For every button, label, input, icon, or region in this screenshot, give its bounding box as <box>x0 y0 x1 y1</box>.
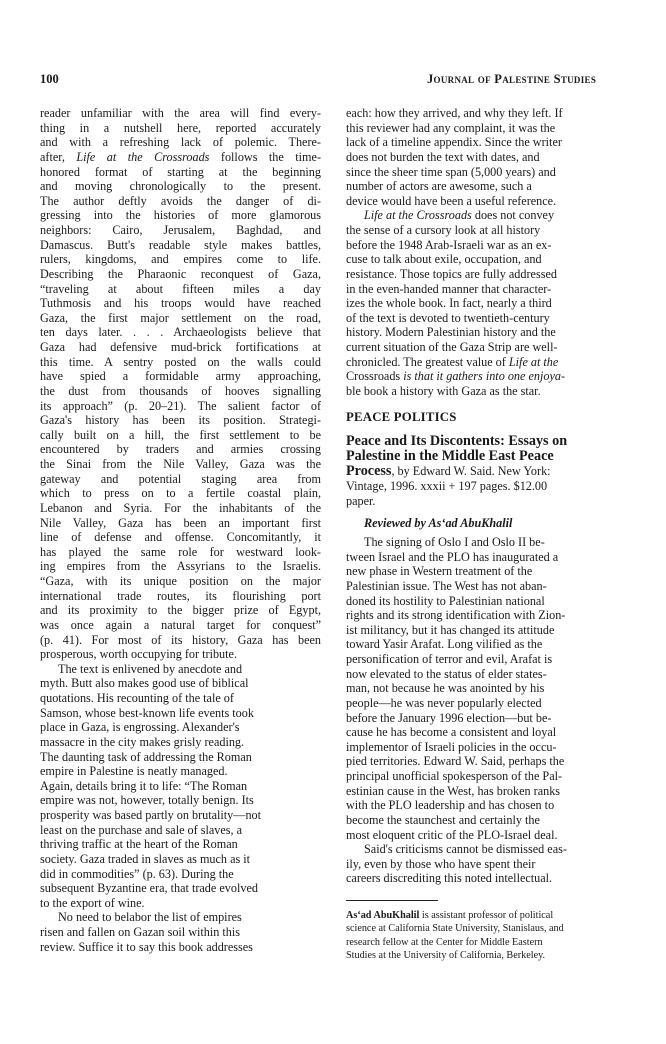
text-line: tween Israel and the PLO has inaugurated a <box>346 549 559 564</box>
paragraph <box>40 106 321 662</box>
running-head: Journal of Palestine Studies <box>427 72 597 86</box>
text-line: since the sheer time span (5,000 years) and <box>346 164 556 179</box>
text-line: “traveling at about fifteen miles a day <box>40 281 321 296</box>
footnote-text: Studies at the University of California, Berkeley. <box>346 950 546 962</box>
text-line: The text is enlivened by anecdote and <box>58 661 243 676</box>
text-line: of the text is devoted to twentieth-century <box>346 310 550 325</box>
text-line: people—he was never popularly elected <box>346 695 542 710</box>
text-line: cause he has become a consistent and loyal <box>346 725 557 740</box>
text-line: ily, even by those who have spent their <box>346 856 536 871</box>
text-line: empire was not, however, totally benign. Its <box>40 793 254 808</box>
footnote-text: research fellow at the Center for Middle Eastern <box>346 936 543 948</box>
text-line: does not burden the text with dates, and <box>346 149 540 164</box>
text-line: Crossroads is that it gathers into one enjoya- <box>346 369 566 384</box>
text-line: myth. Butt also makes good use of biblical <box>40 676 249 691</box>
text-line: device would have been a useful reference. <box>346 193 557 208</box>
book-citation-text: , by Edward W. Said. New York: <box>391 464 551 479</box>
text-line: doned its hostility to Palestinian national <box>346 593 545 608</box>
reviewer-byline: Reviewed by As‘ad AbuKhalil <box>364 516 513 531</box>
text-line: man, not because he was anointed by his <box>346 681 545 696</box>
text-line: cally built on a hill, the first settlement to be <box>40 427 321 442</box>
text-line: have spied a formidable army approaching, <box>40 369 321 384</box>
text-line: personification of terror and evil, Arafat is <box>346 652 553 666</box>
text-line: No need to belabor the list of empires <box>58 910 242 925</box>
text-line: lack of a timeline appendix. Since the writer <box>346 135 562 150</box>
text-line: thing in a nutshell here, reported accurately <box>40 120 321 135</box>
footnote-text: science at California State University, Stanislaus, and <box>346 923 564 935</box>
text-line: gateway and potential staging area from <box>40 471 321 486</box>
text-line: ble book a history with Gaza as the star. <box>346 383 541 398</box>
text-line: this time. A sentry posted on the walls could <box>40 354 321 369</box>
text-line: toward Yasir Arafat. Long vilified as the <box>346 637 543 652</box>
text-line: most eloquent critic of the PLO-Israel deal. <box>346 827 558 842</box>
paragraph <box>346 842 608 886</box>
section-heading: PEACE POLITICS <box>346 409 457 424</box>
text-line: Samson, whose best-known life events took <box>40 705 254 720</box>
page-number: 100 <box>40 72 59 86</box>
text-line: international trade routes, its flourishing port <box>40 588 321 603</box>
book-citation-text: Vintage, 1996. xxxii + 197 pages. $12.00 <box>346 479 548 494</box>
text-line: principal unofficial spokesperson of the Pal- <box>346 769 563 783</box>
text-line: (p. 41). For most of its history, Gaza has been <box>40 632 321 647</box>
text-line: honored format of starting at the beginning <box>40 164 321 179</box>
text-line: line of defense and offense. Concomitantly, it <box>40 530 321 545</box>
text-line: reader unfamiliar with the area will find every- <box>40 106 321 120</box>
text-line: and with a refreshing lack of polemic. There- <box>40 135 321 150</box>
text-line: izes the whole book. In fact, nearly a third <box>346 296 552 311</box>
text-line: the dust from thousands of hooves signalling <box>40 383 321 398</box>
text-line: history. Modern Palestinian history and the <box>346 325 556 340</box>
text-line: implementor of Israeli policies in the occu- <box>346 739 557 754</box>
text-line: society. Gaza traded in slaves as much as it <box>40 851 251 866</box>
right-column <box>346 106 608 963</box>
text-line: empire in Palestine is neatly managed. <box>40 764 228 779</box>
text-line: The author deftly avoids the danger of di- <box>40 193 321 208</box>
text-line: before the January 1996 election—but be- <box>346 710 552 725</box>
text-line: did in commodities” (p. 63). During the <box>40 866 234 881</box>
text-line: thriving traffic at the heart of the Roman <box>40 837 238 852</box>
text-line: rulers, kingdoms, and empires come to life. <box>40 252 321 267</box>
text-line: Said's criticisms cannot be dismissed eas- <box>364 842 567 857</box>
text-line: resistance. Those topics are fully addressed <box>346 266 557 281</box>
text-line: has played the same role for westward look- <box>40 544 321 559</box>
footnote-rule <box>346 900 438 901</box>
text-line: ist militancy, but it has changed its attitude <box>346 622 555 637</box>
text-line: prosperous, worth occupying for tribute. <box>40 647 237 662</box>
text-line: Gaza's history has been its position. Strategi- <box>40 413 321 428</box>
text-line: gressing into the histories of more glamorous <box>40 208 321 223</box>
text-line: Again, details bring it to life: “The Roman <box>40 778 248 793</box>
text-line: now elevated to the status of elder states- <box>346 666 547 681</box>
text-line: become the staunchest and certainly the <box>346 812 540 827</box>
text-line: pied territories. Edward W. Said, perhaps the <box>346 754 565 769</box>
footnote-text: is assistant professor of political <box>419 910 554 921</box>
text-line: new phase in Western treatment of the <box>346 564 533 579</box>
text-line: least on the purchase and sale of slaves, a <box>40 822 243 837</box>
text-line: after, Life at the Crossroads follows the time- <box>40 149 321 164</box>
text-line: Nile Valley, Gaza has been an important first <box>40 515 321 530</box>
text-line: Life at the Crossroads does not convey <box>364 208 555 223</box>
text-line: rights and its strong identification with Zion- <box>346 608 566 623</box>
book-citation-text: paper. <box>346 493 376 508</box>
text-line: which to press on to a fertile coastal plain, <box>40 486 321 501</box>
text-line: Tuthmosis and his troops would have reached <box>40 296 321 311</box>
footnote-author: As‘ad AbuKhalil <box>346 910 420 921</box>
text-line: Describing the Pharaonic reconquest of Gaza, <box>40 266 321 281</box>
footnote <box>346 909 608 963</box>
text-line: chronicled. The greatest value of Life at the <box>346 354 559 369</box>
paragraph <box>346 208 608 398</box>
text-line: with the PLO leadership and has chosen to <box>346 798 555 813</box>
text-line: number of actors are awesome, such a <box>346 179 532 194</box>
text-line: this reviewer had any complaint, it was the <box>346 120 556 135</box>
text-line: Gaza, the first major settlement on the road, <box>40 310 321 325</box>
text-line: Damascus. Butt's readable style makes battles, <box>40 237 321 252</box>
text-line: “Gaza, with its unique position on the major <box>40 574 321 588</box>
text-line: estinian cause in the West, has broken ranks <box>346 783 561 798</box>
text-line: before the 1948 Arab-Israeli war as an ex- <box>346 237 552 252</box>
text-line: in the even-handed manner that character- <box>346 281 552 296</box>
book-title-line: Peace and Its Discontents: Essays on <box>346 433 568 450</box>
text-line: ing empires from the Assyrians to the Israelis. <box>40 559 321 574</box>
text-line: neighbors: Cairo, Jerusalem, Baghdad, and <box>40 223 321 237</box>
paragraph <box>346 106 608 208</box>
text-line: review. Suffice it to say this book addresses <box>40 939 253 954</box>
text-line: The daunting task of addressing the Roman <box>40 749 252 764</box>
text-line: was once again a natural target for conquest” <box>40 617 321 632</box>
text-line: risen and fallen on Gazan soil within this <box>40 925 241 939</box>
paragraph <box>40 662 321 911</box>
text-line: prosperity was based partly on brutality—not <box>40 808 262 822</box>
text-line: the Sinai from the Nile Valley, Gaza was the <box>40 457 321 471</box>
text-line: Lebanon and Syria. For the inhabitants of the <box>40 500 321 515</box>
text-line: The signing of Oslo I and Oslo II be- <box>364 535 545 549</box>
text-line: Gaza had defensive mud-brick fortifications at <box>40 340 321 354</box>
text-line: careers discrediting this noted intellectual. <box>346 871 553 886</box>
text-line: its approach” (p. 20–21). The salient factor of <box>40 398 321 413</box>
paragraph <box>40 910 321 954</box>
book-title-line: Process <box>346 463 392 480</box>
left-column <box>40 106 321 954</box>
text-line: and moving chronologically to the present. <box>40 179 321 194</box>
text-line: ten days later. . . . Archaeologists believe that <box>40 325 321 340</box>
book-title-line: Palestine in the Middle East Peace <box>346 448 554 465</box>
text-line: cuse to talk about exile, occupation, and <box>346 252 542 267</box>
text-line: subsequent Byzantine era, that trade evolved <box>40 881 258 896</box>
text-line: place in Gaza, is engrossing. Alexander's <box>40 720 240 735</box>
text-line: current situation of the Gaza Strip are well- <box>346 340 558 354</box>
book-citation <box>346 434 608 508</box>
text-line: encountered by traders and armies crossing <box>40 442 321 457</box>
text-line: quotations. His recounting of the tale of <box>40 691 234 705</box>
text-line: each: how they arrived, and why they left. If <box>346 106 563 120</box>
text-line: and its proximity to the bigger prize of Egypt, <box>40 603 321 618</box>
paragraph <box>346 535 608 842</box>
text-line: Palestinian issue. The West has not aban- <box>346 578 547 593</box>
text-line: the sense of a cursory look at all history <box>346 223 541 237</box>
text-line: massacre in the city makes grisly reading. <box>40 734 245 749</box>
text-line: to the export of wine. <box>40 895 145 910</box>
